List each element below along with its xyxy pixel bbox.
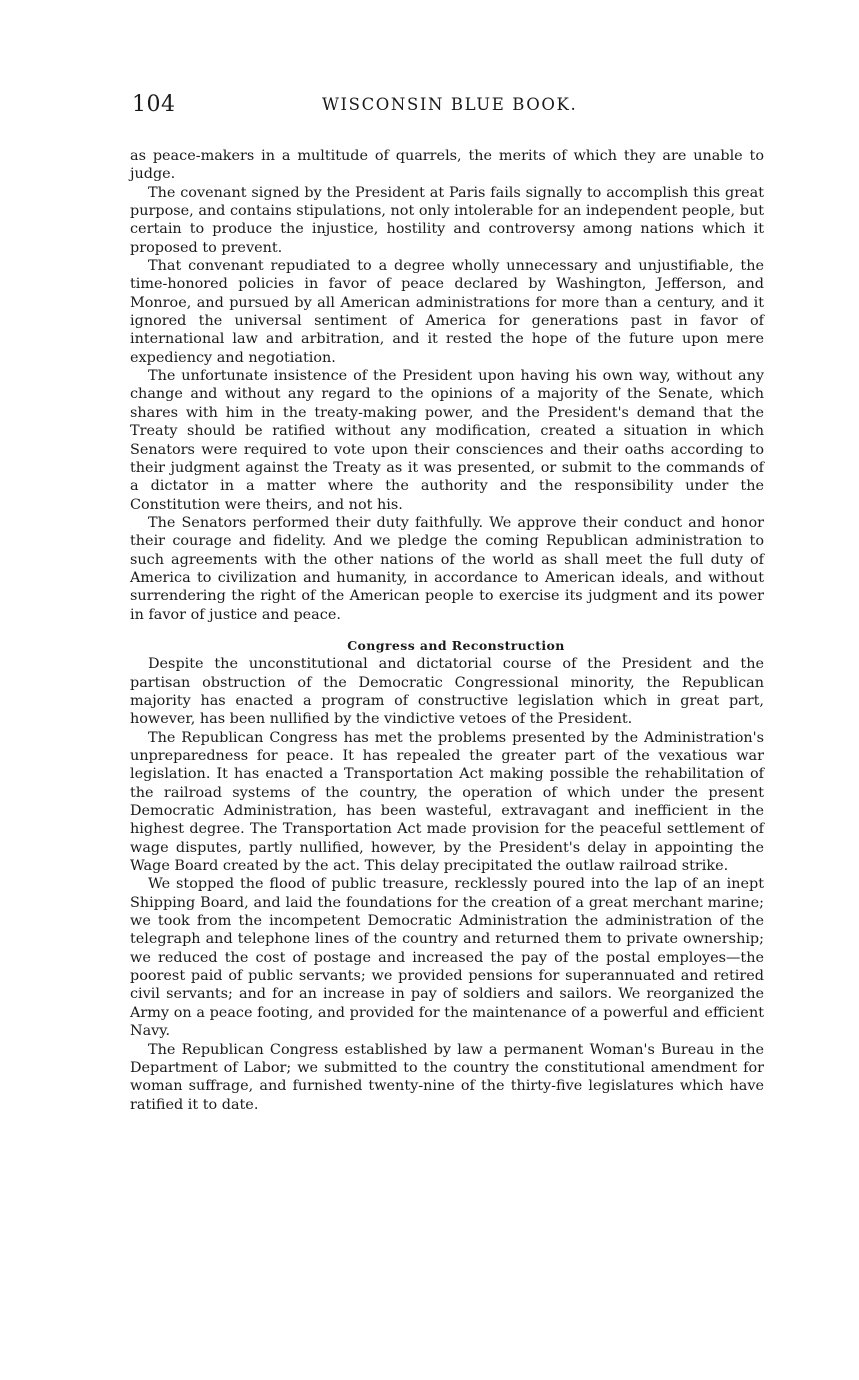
paragraph-despite: Despite the unconstitutional and dictatorial course of the President and the partisan obstruction of the Democratic Congressional minority, the Republican majority has enacted a program of constructive legislation which in great part, however, has been nullified by the vindictive vetoes of the President. — [130, 656, 764, 728]
paragraph-senators-duty: The Senators performed their duty faithfully. We approve their conduct and honor their courage and fidelity. And we pledge the coming Republican administration to such agreements with the other nations of the world as shall meet the full duty of America to civilization and humanity, in accordance to American ideals, and without surrendering the right of the American people to exercise its judgment and its power in favor of justice and peace. — [130, 514, 764, 623]
section-heading: Congress and Reconstruction — [347, 637, 565, 653]
body-text — [130, 147, 764, 1114]
paragraph-convenant-repudiated: That convenant repudiated to a degree wholly unnecessary and unjustifiable, the time-honored policies in favor of peace declared by Washington, Jefferson, and Monroe, and pursued by all American administrations for more than a century, and it ignored the universal sentiment of America for generations past in favor of international law and arbitration, and it rested the hope of the future upon mere expediency and negotiation. — [130, 258, 764, 366]
paragraph-continued: as peace-makers in a multitude of quarrels, the merits of which they are unable to judge. — [130, 148, 764, 183]
section-gap — [130, 624, 764, 637]
paragraph-public-treasure: We stopped the flood of public treasure, recklessly poured into the lap of an inept Shipping Board, and laid the foundations for the creation of a great merchant marine; we took from the incompetent Democratic Administration the administration of the telegraph and telephone lines of the country and returned them to private ownership; we reduced the cost of postage and increased the pay of the postal employes—the poorest paid of public servants; we provided pensions for superannuated and retired civil servants; and for an increase in pay of soldiers and sailors. We reorganized the Army on a peace footing, and provided for the maintenance of a powerful and efficient Navy. — [130, 876, 764, 1040]
page-number: 104 — [132, 92, 176, 117]
paragraph-republican-congress: The Republican Congress has met the problems presented by the Administration's unpreparedness for peace. It has repealed the greater part of the vexatious war legislation. It has enacted a Transportation Act making possible the rehabilitation of the railroad systems of the country, the operation of which under the present Democratic Administration, has been wasteful, extravagant and inefficient in the highest degree. The Transportation Act made provision for the peaceful settlement of wage disputes, partly nullified, however, by the President's delay in appointing the Wage Board created by the act. This delay precipitated the outlaw railroad strike. — [130, 729, 764, 875]
paragraph-covenant: The covenant signed by the President at Paris fails signally to accomplish this great purpose, and contains stipulations, not only intolerable for an independent people, but certain to produce the injustice, hostility and controversy among nations which it proposed to prevent. — [130, 184, 764, 256]
paragraph-president-insistence: The unfortunate insistence of the President upon having his own way, without any change and without any regard to the opinions of a majority of the Senate, which shares with him in the treaty-making power, and the President's demand that the Treaty should be ratified without any modification, created a situation in which Senators were required to vote upon their consciences and their oaths according to their judgment against the Treaty as it was presented, or submit to the commands of a dictator in a matter where the authority and the responsibility under the Constitution were theirs, and not his. — [130, 368, 764, 513]
running-header — [132, 92, 762, 122]
paragraph-womans-bureau: The Republican Congress established by law a permanent Woman's Bureau in the Department of Labor; we submitted to the country the constitutional amendment for woman suffrage, and furnished twenty-nine of the thirty-five legislatures which have ratified it to date. — [130, 1041, 764, 1113]
running-title: WISCONSIN BLUE BOOK. — [322, 95, 578, 114]
